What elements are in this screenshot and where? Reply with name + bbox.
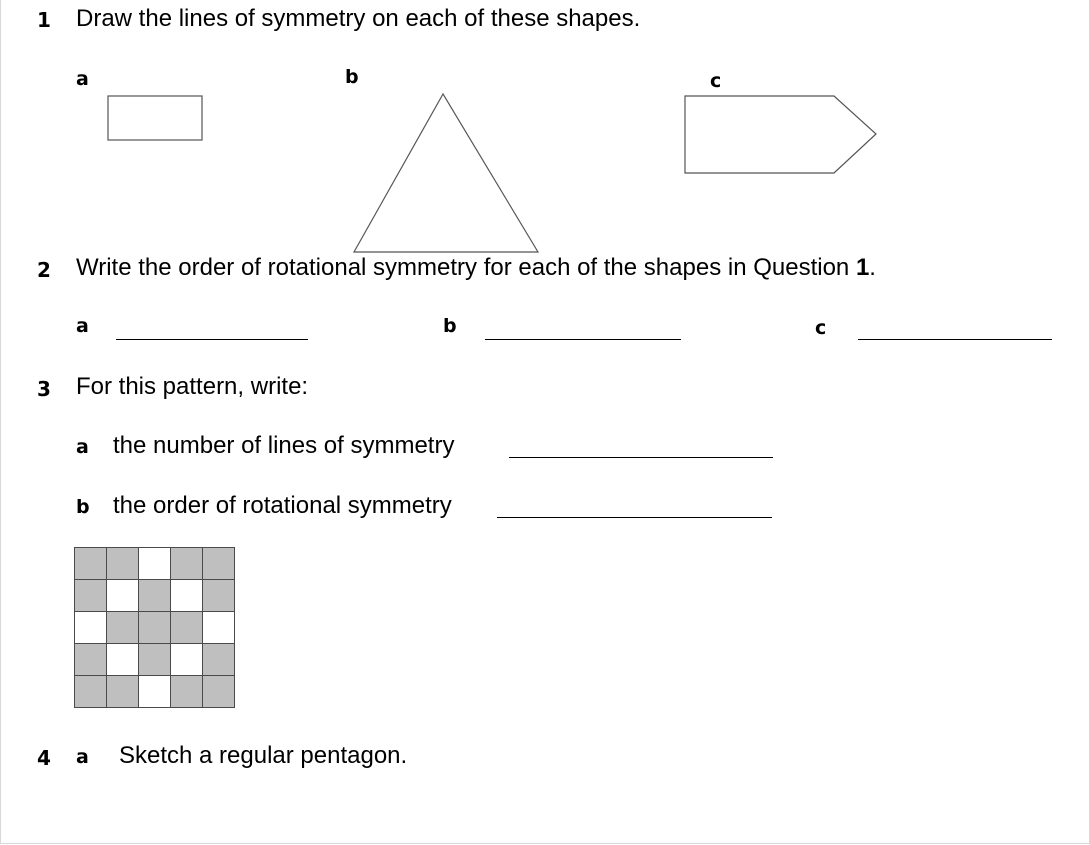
question-2-text-end: . [869,254,876,281]
question-2-text-main: Write the order of rotational symmetry for each of the shapes in Question [76,254,856,281]
q3-answer-line-b[interactable] [497,517,772,518]
pattern-cell [138,547,171,580]
pattern-cell [170,611,203,644]
pattern-cell [202,579,235,612]
q2-answer-line-a[interactable] [116,339,308,340]
q3-part-b-text: the order of rotational symmetry [113,492,452,519]
q2-label-b: b [443,315,457,337]
pattern-cell [74,579,107,612]
question-1-number: 1 [37,8,51,32]
question-4-text: Sketch a regular pentagon. [119,742,408,769]
q2-label-a: a [76,315,89,337]
question-2-number: 2 [37,258,51,282]
q3-answer-line-a[interactable] [509,457,773,458]
pattern-cell [74,547,107,580]
q1-label-b: b [345,66,359,88]
pattern-cell [202,643,235,676]
q2-label-c: c [815,317,827,339]
pattern-cell [138,579,171,612]
question-3-text: For this pattern, write: [76,373,309,400]
pattern-cell [74,643,107,676]
pattern-cell [202,611,235,644]
q1-label-c: c [710,70,722,92]
q4-label-a: a [76,746,89,768]
pattern-cell [106,579,139,612]
pattern-cell [106,547,139,580]
question-1-text: Draw the lines of symmetry on each of these shapes. [76,5,641,32]
pattern-cell [202,547,235,580]
pattern-cell [106,675,139,708]
q3-label-b: b [76,496,90,518]
q2-answer-line-c[interactable] [858,339,1052,340]
q1-label-a: a [76,68,89,90]
question-2-text-ref: 1 [855,254,870,281]
pattern-cell [170,579,203,612]
q3-label-a: a [76,436,89,458]
q3-part-a-text: the number of lines of symmetry [113,432,455,459]
q3-pattern-grid [74,547,234,707]
pattern-cell [170,643,203,676]
pattern-cell [74,675,107,708]
question-4-number: 4 [37,746,51,770]
question-2-text [76,254,876,282]
pattern-cell [170,547,203,580]
pattern-cell [170,675,203,708]
q2-answer-line-b[interactable] [485,339,681,340]
pattern-cell [138,611,171,644]
pattern-cell [202,675,235,708]
question-3-number: 3 [37,377,51,401]
pattern-cell [74,611,107,644]
pattern-cell [138,675,171,708]
pattern-cell [106,643,139,676]
pattern-cell [138,643,171,676]
pattern-cell [106,611,139,644]
